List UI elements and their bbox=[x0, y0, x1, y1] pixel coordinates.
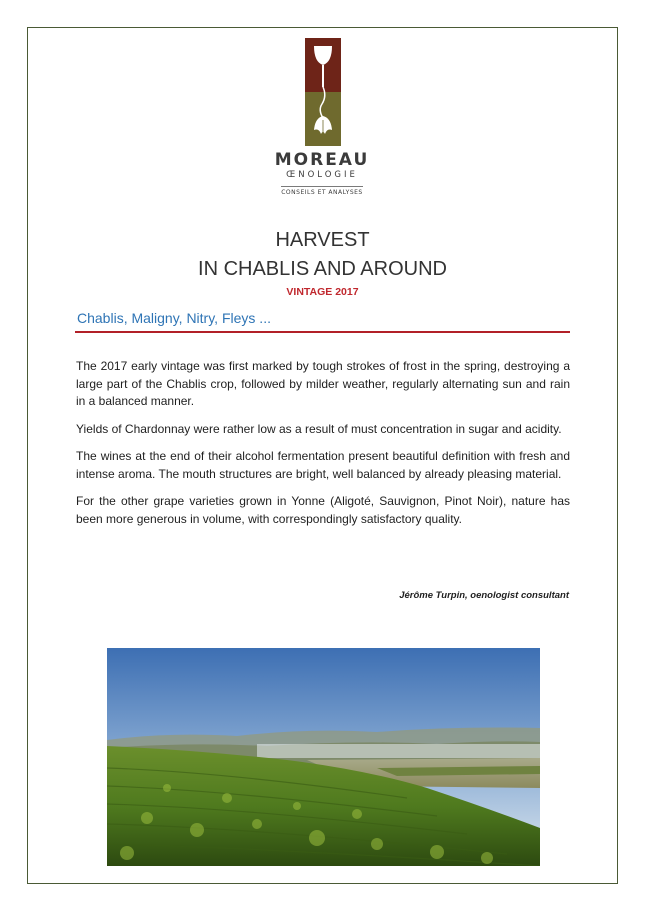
page-title-line-1: HARVEST bbox=[275, 229, 370, 251]
title-block bbox=[100, 226, 545, 299]
logo-wordmark bbox=[222, 150, 422, 199]
moreau-logo bbox=[305, 38, 341, 146]
paragraph: The 2017 early vintage was first marked by tough strokes of frost in the spring, destroying a large part of the Chablis crop, followed by milder weather, regularly alternating sun and rain in a balanced manner. bbox=[76, 359, 570, 408]
paragraph: The wines at the end of their alcohol fermentation present beautiful definition with fresh and intense aroma. The mouth structures are bright, well balanced by already pleasing material. bbox=[76, 449, 570, 481]
logo-tagline: CONSEILS ET ANALYSES bbox=[281, 186, 363, 197]
body-text bbox=[76, 358, 570, 538]
paragraph: For the other grape varieties grown in Yonne (Aligoté, Sauvignon, Pinot Noir), nature has been more generous in volume, with correspondingly satisfactory quality. bbox=[76, 494, 570, 526]
section-divider bbox=[75, 331, 570, 333]
vineyard-landscape-photo bbox=[107, 648, 540, 866]
logo-name: MOREAU bbox=[274, 150, 370, 170]
section-subheading: Chablis, Maligny, Nitry, Fleys ... bbox=[77, 310, 271, 326]
page-title-line-2: IN CHABLIS AND AROUND bbox=[198, 258, 447, 280]
vintage-label: VINTAGE 2017 bbox=[286, 286, 359, 298]
author-signature: Jérôme Turpin, oenologist consultant bbox=[399, 590, 569, 601]
wine-glass-vine-leaf-icon bbox=[305, 38, 341, 146]
logo-sub: ŒNOLOGIE bbox=[286, 170, 358, 180]
paragraph: Yields of Chardonnay were rather low as a result of must concentration in sugar and acidity. bbox=[76, 421, 562, 436]
